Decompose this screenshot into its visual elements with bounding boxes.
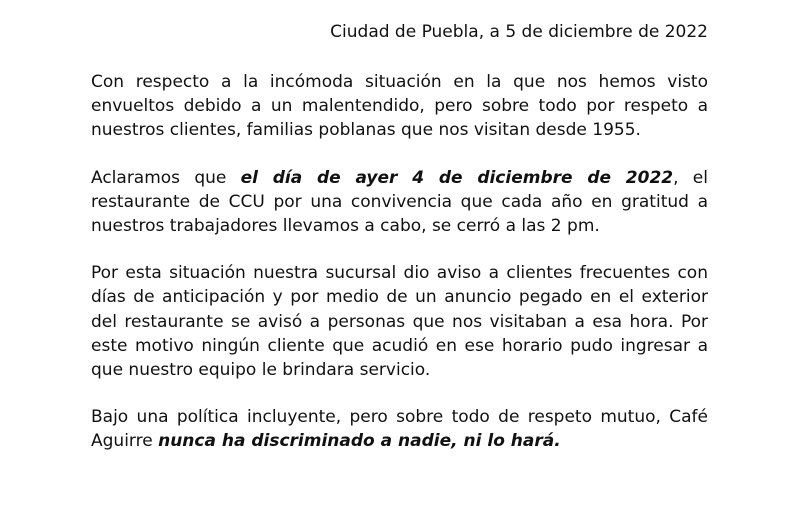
- letter-body: [91, 20, 708, 477]
- paragraph-clarification-date-emphasis: el día de ayer 4 de diciembre de 2022: [240, 167, 674, 188]
- paragraph-context: Con respecto a la incómoda situación en la que nos hemos visto envueltos debido a un malentendido, pero sobre todo por respeto a nuestros clientes, familias poblanas que nos visitan desde 1955.: [91, 72, 708, 141]
- paragraph-policy-prefix: Bajo una política incluyente, pero sobre todo de respeto mutuo, Café Aguirre: [91, 407, 708, 452]
- paragraph-clarification: [91, 166, 708, 239]
- paragraph-clarification-suffix: , el restaurante de CCU por una convivencia que cada año en gratitud a nuestros trabajadores llevamos a cabo, se cerró a las 2 pm.: [91, 167, 708, 237]
- paragraph-clarification-prefix: Aclaramos que: [91, 167, 241, 188]
- letter-date: Ciudad de Puebla, a 5 de diciembre de 2022: [330, 22, 708, 42]
- paragraph-notice: Por esta situación nuestra sucursal dio aviso a clientes frecuentes con días de anticipación y por medio de un anuncio pegado en el exterior del restaurante se avisó a personas que nos visitaban a esa hora. Por este motivo ningún cliente que acudió en ese horario pudo ingresar a que nuestro equipo le brindara servicio.: [91, 263, 708, 381]
- paragraph-policy-emphasis: nunca ha discriminado a nadie, ni lo hará.: [158, 431, 561, 452]
- paragraph-policy: [91, 405, 708, 453]
